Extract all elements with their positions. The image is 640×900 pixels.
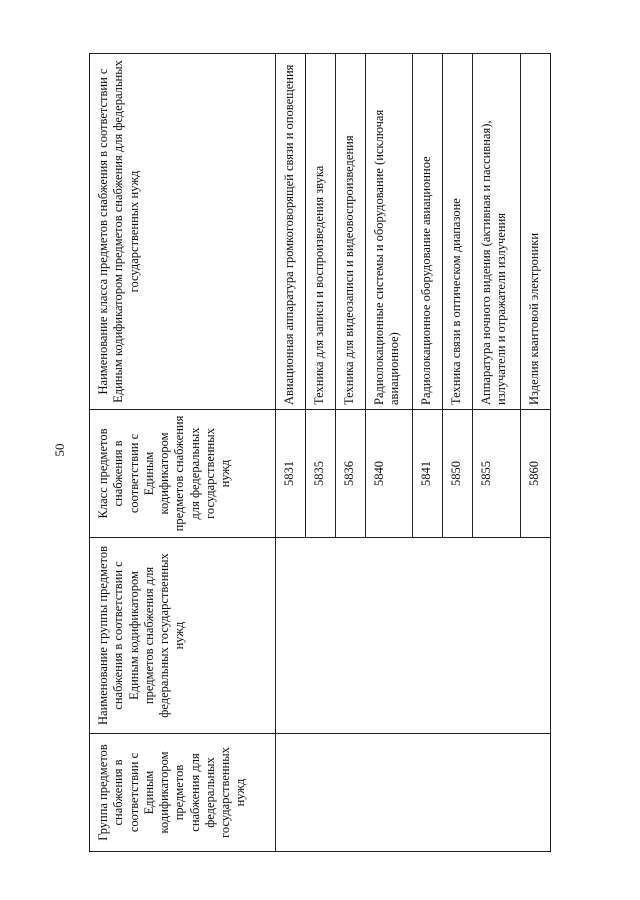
header-group-code: Группа предметов снабжения в соответствии с Единым кодификатором предметов снабжения для федеральных государственных нужд: [90, 734, 276, 852]
class-name-cell: Авиационная аппаратура громкоговорящей связи и оповещения: [276, 54, 306, 410]
rotated-table-container: [89, 54, 551, 852]
class-name-cell: Изделия квантовой электроники: [521, 54, 551, 410]
table-row: [276, 54, 306, 852]
class-name-cell: Аппаратура ночного видения (активная и пассивная), излучатели и отражатели излучения: [473, 54, 521, 410]
page-number: 50: [52, 443, 67, 457]
header-class-code: Класс предметов снабжения в соответствии с Единым кодификатором предметов снабжения для федеральных государственных нужд: [90, 410, 276, 538]
class-name-cell: Радиолокационные системы и оборудование (исключая авиационное): [365, 54, 413, 410]
class-code-cell: 5860: [521, 410, 551, 538]
class-code-cell: 5850: [443, 410, 473, 538]
class-code-cell: 5831: [276, 410, 306, 538]
class-code-cell: 5835: [305, 410, 335, 538]
header-group-name: Наименование группы предметов снабжения в соответствии с Единым кодификатором предметов снабжения для федеральных государственных нужд: [90, 538, 276, 734]
class-code-cell: 5841: [413, 410, 443, 538]
header-class-name: Наименование класса предметов снабжения в соответствии с Единым кодификатором предметов снабжения для федеральных государственных нужд: [90, 54, 276, 410]
class-name-cell: Радиолокационное оборудование авиационное: [413, 54, 443, 410]
table-header-row: [90, 54, 276, 852]
group-name-cell: [276, 538, 551, 734]
class-name-cell: Техника для видеозаписи и видеовоспроизведения: [335, 54, 365, 410]
class-code-cell: 5836: [335, 410, 365, 538]
class-code-cell: 5855: [473, 410, 521, 538]
supply-classes-table: [89, 53, 551, 852]
group-code-cell: [276, 734, 551, 852]
class-name-cell: Техника связи в оптическом диапазоне: [443, 54, 473, 410]
class-name-cell: Техника для записи и воспроизведения звука: [305, 54, 335, 410]
class-code-cell: 5840: [365, 410, 413, 538]
